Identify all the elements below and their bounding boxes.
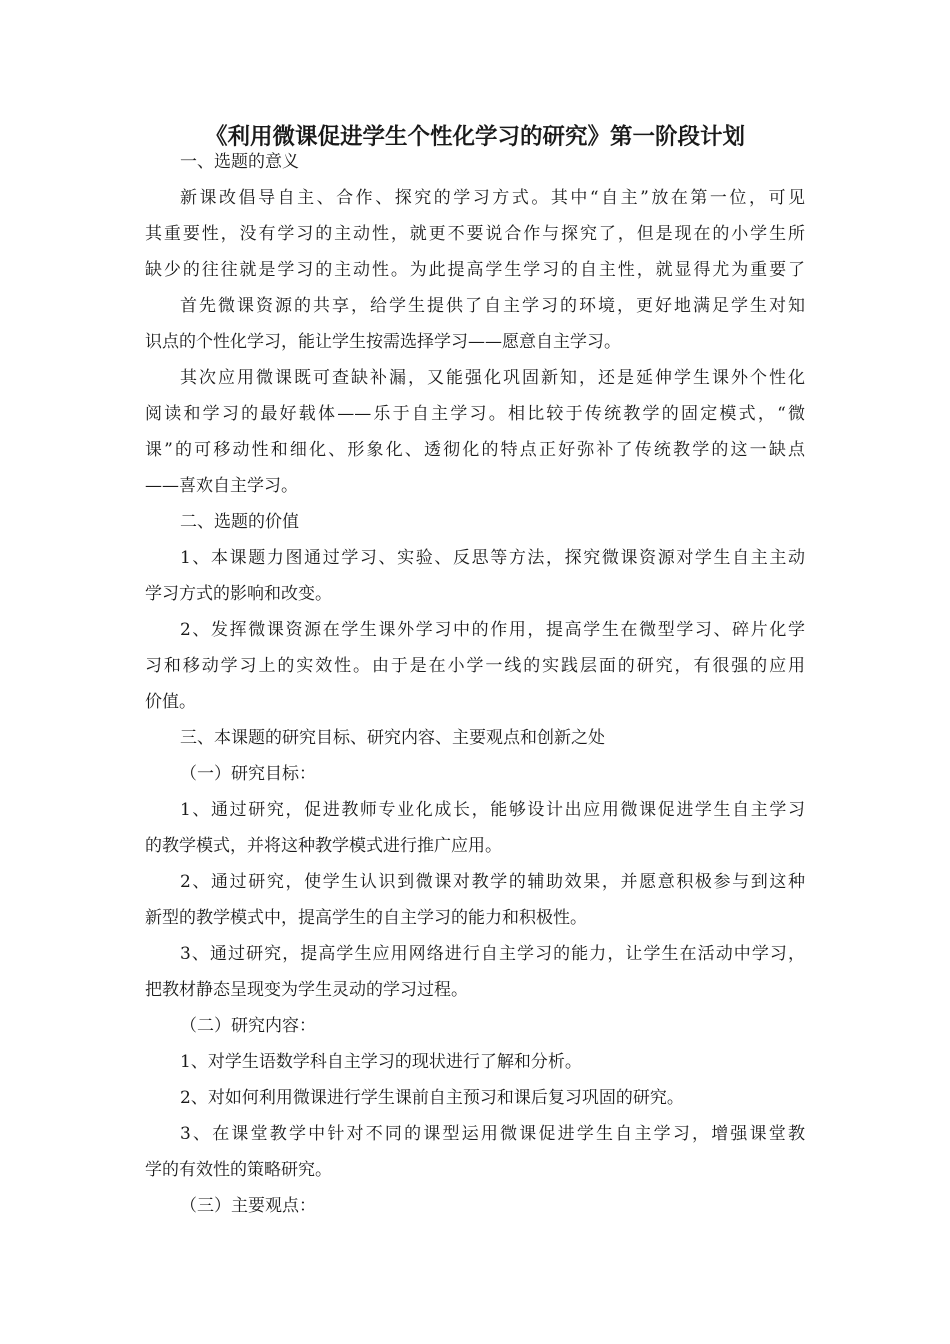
paragraph-line: 把教材静态呈现变为学生灵动的学习过程。 — [145, 980, 468, 1000]
paragraph-line: ——喜欢自主学习。 — [145, 476, 298, 496]
subheading-research-content: （二）研究内容： — [180, 1016, 316, 1036]
paragraph-line: 2、发挥微课资源在学生课外学习中的作用，提高学生在微型学习、碎片化学 — [180, 620, 805, 640]
paragraph-line: 3、在课堂教学中针对不同的课型运用微课促进学生自主学习，增强课堂教 — [180, 1124, 805, 1144]
heading-topic-value: 二、选题的价值 — [180, 512, 299, 532]
paragraph-line: 阅读和学习的最好载体——乐于自主学习。相比较于传统教学的固定模式，“微 — [145, 404, 805, 424]
subheading-main-viewpoints: （三）主要观点： — [180, 1196, 316, 1216]
paragraph-line: 的教学模式，并将这种教学模式进行推广应用。 — [145, 836, 502, 856]
paragraph-line: 首先微课资源的共享，给学生提供了自主学习的环境，更好地满足学生对知 — [180, 296, 805, 316]
document-title: 《利用微课促进学生个性化学习的研究》第一阶段计划 — [204, 124, 745, 150]
paragraph-line: 缺少的往往就是学习的主动性。为此提高学生学习的自主性，就显得尤为重要了 — [145, 260, 805, 280]
paragraph-line: 1、本课题力图通过学习、实验、反思等方法，探究微课资源对学生自主主动 — [180, 548, 805, 568]
paragraph-line: 2、对如何利用微课进行学生课前自主预习和课后复习巩固的研究。 — [180, 1088, 684, 1108]
paragraph-line: 课”的可移动性和细化、形象化、透彻化的特点正好弥补了传统教学的这一缺点 — [145, 440, 805, 460]
paragraph-line: 其次应用微课既可查缺补漏，又能强化巩固新知，还是延伸学生课外个性化 — [180, 368, 805, 388]
paragraph-line: 价值。 — [145, 692, 196, 712]
paragraph-line: 3、通过研究，提高学生应用网络进行自主学习的能力，让学生在活动中学习， — [180, 944, 805, 964]
heading-research-goals-content: 三、本课题的研究目标、研究内容、主要观点和创新之处 — [180, 728, 605, 748]
subheading-research-goals: （一）研究目标： — [180, 764, 316, 784]
paragraph-line: 识点的个性化学习，能让学生按需选择学习——愿意自主学习。 — [145, 332, 621, 352]
paragraph-line: 新课改倡导自主、合作、探究的学习方式。其中“自主”放在第一位，可见 — [180, 188, 805, 208]
paragraph-line: 1、通过研究，促进教师专业化成长，能够设计出应用微课促进学生自主学习 — [180, 800, 805, 820]
paragraph-line: 学的有效性的策略研究。 — [145, 1160, 332, 1180]
paragraph-line: 新型的教学模式中，提高学生的自主学习的能力和积极性。 — [145, 908, 587, 928]
paragraph-line: 2、通过研究，使学生认识到微课对教学的辅助效果，并愿意积极参与到这种 — [180, 872, 805, 892]
heading-topic-significance: 一、选题的意义 — [180, 152, 299, 172]
paragraph-line: 其重要性，没有学习的主动性，就更不要说合作与探究了，但是现在的小学生所 — [145, 224, 805, 244]
paragraph-line: 习和移动学习上的实效性。由于是在小学一线的实践层面的研究，有很强的应用 — [145, 656, 805, 676]
paragraph-line: 学习方式的影响和改变。 — [145, 584, 332, 604]
paragraph-line: 1、对学生语数学科自主学习的现状进行了解和分析。 — [180, 1052, 582, 1072]
